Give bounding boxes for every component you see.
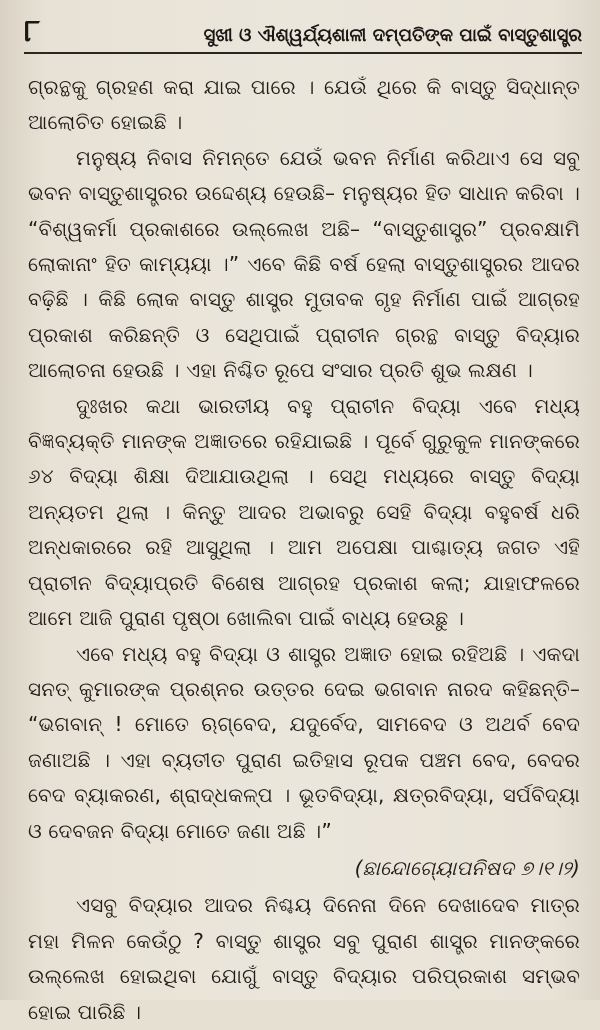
running-title: ସୁଖୀ ଓ ଐଶ୍ୱର୍ଯ୍ୟଶାଳୀ ଦମ୍ପତିଙ୍କ ପାଇଁ ବାସ୍ତୁଶାସ୍ତ୍ର	[203, 25, 582, 46]
paragraph-1: ଗ୍ରନ୍ଥକୁ ଗ୍ରହଣ କରା ଯାଇ ପାରେ । ଯେଉଁ ଥିରେ କି ବାସ୍ତୁ ସିଦ୍ଧାନ୍ତ ଆଲୋଚିତ ହୋଇଛି ।	[28, 75, 580, 135]
paragraph-4: ଏବେ ମଧ୍ୟ ବହୁ ବିଦ୍ୟା ଓ ଶାସ୍ତ୍ର ଅଜ୍ଞାତ ହୋଇ ରହିଅଛି । ଏକଦା ସନତ୍ କୁମାରଙ୍କ ପ୍ରଶ୍ନର ଉତ୍ତର ଦେଇ ଭଗବାନ ନାରଦ କହିଛନ୍ତି– “ଭଗବାନ୍ ! ମୋତେ ଋଗ୍‌ବେଦ, ଯଦୁର୍ବେଦ, ସାମବେଦ ଓ ଅଥର୍ବ ବେଦ ଜଣାଅଛି । ଏହା ବ୍ୟତୀତ ପୁରାଣ ଇତିହାସ ରୂପକ ପଞ୍ଚମ ବେଦ, ବେଦର ବେଦ ବ୍ୟାକରଣ, ଶ୍ରାଦ୍ଧକଳ୍ପ । ଭୂତବିଦ୍ୟା, କ୍ଷତ୍ରବିଦ୍ୟା, ସର୍ପବିଦ୍ୟା ଓ ଦେବଜନ ବିଦ୍ୟା ମୋତେ ଜଣା ଅଛି ।”	[28, 641, 580, 843]
page-header	[24, 8, 582, 54]
paragraph-3: ଦୁଃଖର କଥା ଭାରତୀୟ ବହୁ ପ୍ରାଚୀନ ବିଦ୍ୟା ଏବେ ମଧ୍ୟ ବିଜ୍ଞବ୍ୟକ୍ତି ମାନଙ୍କ ଅଜ୍ଞାତରେ ରହିଯାଇଛି । ପୂର୍ବେ ଗୁରୁକୁଳ ମାନଙ୍କରେ ୬୪ ବିଦ୍ୟା ଶିକ୍ଷା ଦିଆଯାଉଥିଲା । ସେଥି ମଧ୍ୟରେ ବାସ୍ତୁ ବିଦ୍ୟା ଅନ୍ୟତମ ଥିଲା । କିନ୍ତୁ ଆଦର ଅଭାବରୁ ସେହି ବିଦ୍ୟା ବହୁବର୍ଷ ଧରି ଅନ୍ଧକାରରେ ରହି ଆସୁଥିଲା । ଆମ ଅପେକ୍ଷା ପାଶ୍ଚାତ୍ୟ ଜଗତ ଏହି ପ୍ରାଚୀନ ବିଦ୍ୟାପ୍ରତି ବିଶେଷ ଆଗ୍ରହ ପ୍ରକାଶ କଲା; ଯାହାଫଳରେ ଆମେ ଆଜି ପୁରାଣ ପୃଷ୍ଠା ଖୋଲିବା ପାଇଁ ବାଧ୍ୟ ହେଉଛୁ ।	[28, 393, 580, 631]
citation: (ଛାନ୍ଦୋଗ୍ୟୋପନିଷଦ ୭।୧।୨)	[354, 855, 580, 880]
page-number: ୮	[24, 13, 41, 48]
paragraph-2: ମନୁଷ୍ୟ ନିବାସ ନିମନ୍ତେ ଯେଉଁ ଭବନ ନିର୍ମାଣ କରିଥାଏ ସେ ସବୁ ଭବନ ବାସ୍ତୁଶାସ୍ତ୍ରର ଉଦ୍ଦେଶ୍ୟ ହେଉଛି– ମନୁଷ୍ୟର ହିତ ସାଧାନ କରିବା । “ବିଶ୍ୱକର୍ମା ପ୍ରକାଶରେ ଉଲ୍ଲେଖ ଅଛି– “ବାସ୍ତୁଶାସ୍ତ୍ର” ପ୍ରବକ୍ଷାମି ଲୋକାନାଂ ହିତ କାମ୍ୟୟା ।” ଏବେ କିଛି ବର୍ଷ ହେଲା ବାସ୍ତୁଶାସ୍ତ୍ରର ଆଦର ବଢ଼ିଛି । କିଛି ଲୋକ ବାସ୍ତୁ ଶାସ୍ତ୍ର ମୁତାବକ ଗୃହ ନିର୍ମାଣ ପାଇଁ ଆଗ୍ରହ ପ୍ରକାଶ କରିଛନ୍ତି ଓ ସେଥିପାଇଁ ପ୍ରାଚୀନ ଗ୍ରନ୍ଥ ବାସ୍ତୁ ବିଦ୍ୟାର ଆଲୋଚନା ହେଉଛି । ଏହା ନିଶ୍ଚିତ ରୂପେ ସଂସାର ପ୍ରତି ଶୁଭ ଲକ୍ଷଣ ।	[28, 145, 580, 383]
page-content	[28, 70, 580, 1024]
paragraph-5: ଏସବୁ ବିଦ୍ୟାର ଆଦର ନିଶ୍ଚୟ ଦିନେନା ଦିନେ ଦେଖାଦେବ ମାତ୍ର ମହା ମିଳନ କେଉଁଠୁ ? ବାସ୍ତୁ ଶାସ୍ତ୍ର ସବୁ ପୁରାଣ ଶାସ୍ତ୍ର ମାନଙ୍କରେ ଉଲ୍ଲେଖ ହୋଇଥିବା ଯୋଗୁଁ ବାସ୍ତୁ ବିଦ୍ୟାର ପରିପ୍ରକାଶ ସମ୍ଭବ ହୋଇ ପାରିଛି ।	[28, 893, 580, 1024]
